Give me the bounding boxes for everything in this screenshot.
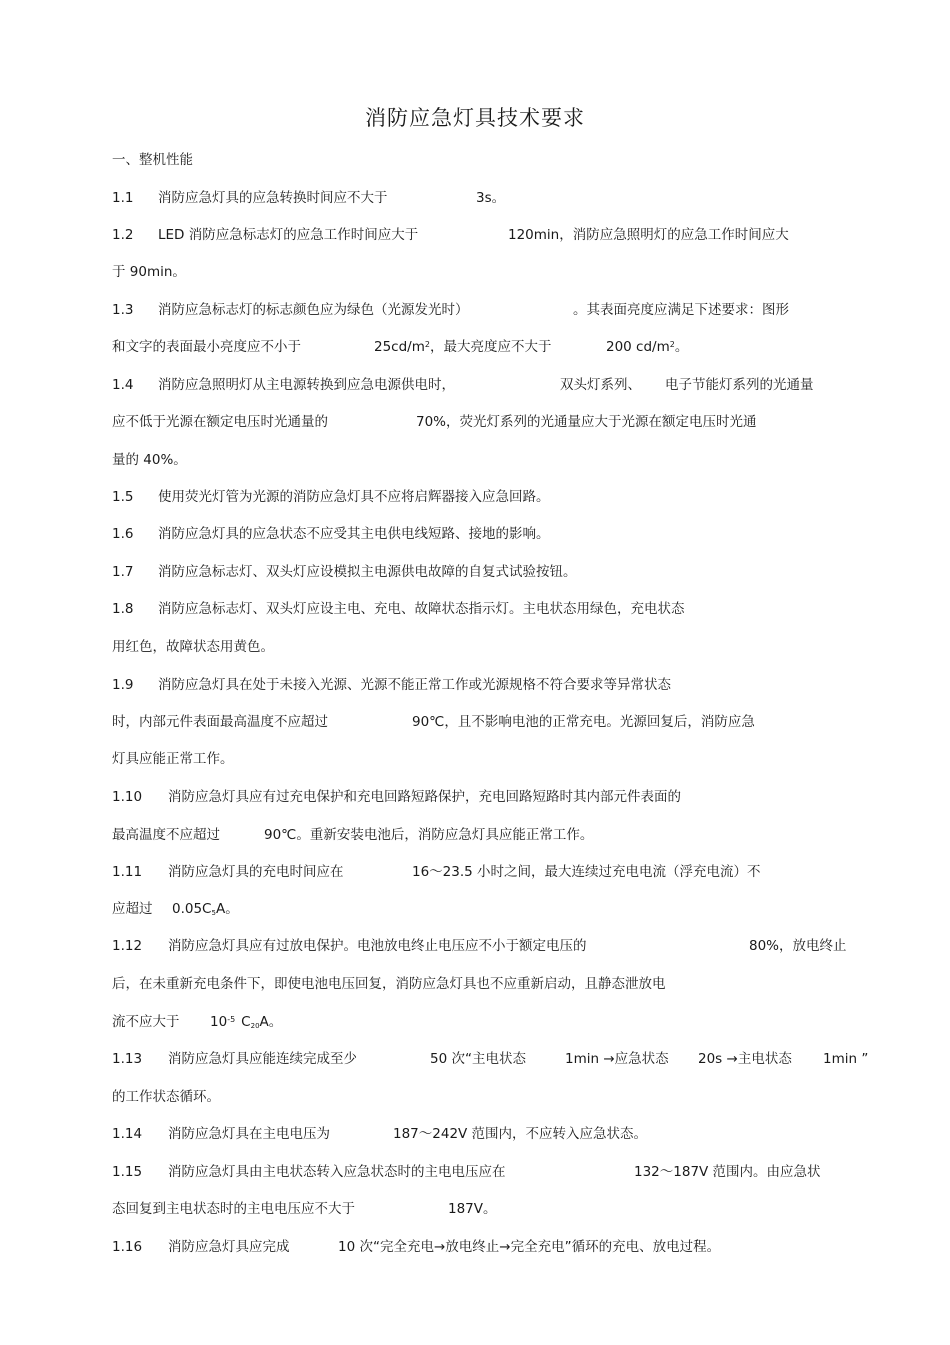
item-text: 50 次“主电状态 [430, 1051, 526, 1067]
item-text: 消防应急灯具应能连续完成至少 [168, 1051, 357, 1067]
item-number: 1.6 [112, 526, 134, 542]
item-number: 1.3 [112, 302, 134, 318]
item-text: 量的 40%。 [112, 452, 187, 468]
item-text: 90℃。重新安装电池后，消防应急灯具应能正常工作。 [264, 827, 594, 843]
item-text: 70%，荧光灯系列的光通量应大于光源在额定电压时光通 [416, 414, 757, 430]
item-text: 消防应急灯具在主电电压为 [168, 1126, 330, 1142]
item-number: 1.14 [112, 1126, 143, 1142]
item-number: 1.10 [112, 789, 143, 805]
item-text: 3s。 [476, 190, 506, 206]
item-text: 应超过 [112, 901, 153, 917]
item-text: 流不应大于 [112, 1014, 180, 1030]
item-number: 1.2 [112, 227, 134, 243]
item-text: 80%，放电终止 [749, 938, 847, 954]
item-text: $10^{-5}$ $C_{20}A$。 [210, 1014, 283, 1030]
item-text: 20s →主电状态 [698, 1051, 792, 1067]
item-text: 1min →应急状态 [565, 1051, 669, 1067]
subscript: 5 [211, 909, 216, 917]
superscript: 2 [424, 340, 430, 349]
superscript: 2 [669, 340, 675, 349]
item-number: 1.12 [112, 938, 143, 954]
item-text: 消防应急灯具在处于未接入光源、光源不能正常工作或光源规格不符合要求等异常状态 [158, 677, 671, 693]
item-number: 1.16 [112, 1239, 143, 1255]
item-text: 187～242V 范围内，不应转入应急状态。 [393, 1126, 648, 1142]
item-text: 消防应急标志灯的标志颜色应为绿色（光源发光时） [158, 302, 469, 318]
item-text: 200 $cd/m^2$。 [606, 339, 689, 355]
item-text: 。其表面亮度应满足下述要求：图形 [573, 302, 789, 318]
item-text: 132～187V 范围内。由应急状 [634, 1164, 821, 1180]
item-text: 电子节能灯系列的光通量 [665, 377, 814, 393]
item-text: 消防应急标志灯、双头灯应设模拟主电源供电故障的自复式试验按钮。 [158, 564, 577, 580]
subscript: 20 [250, 1022, 260, 1030]
item-text: 应不低于光源在额定电压时光通量的 [112, 414, 328, 430]
item-text: 消防应急灯具应完成 [168, 1239, 290, 1255]
item-text: 10 次“完全充电→放电终止→完全充电”循环的充电、放电过程。 [338, 1239, 721, 1255]
item-text: 的工作状态循环。 [112, 1089, 220, 1105]
item-number: 1.13 [112, 1051, 143, 1067]
item-text: LED 消防应急标志灯的应急工作时间应大于 [158, 227, 419, 243]
item-text: 16～23.5 小时之间，最大连续过充电电流（浮充电流）不 [412, 864, 761, 880]
item-text: 最高温度不应超过 [112, 827, 220, 843]
item-number: 1.15 [112, 1164, 143, 1180]
item-number: 1.1 [112, 190, 134, 206]
page-title: 消防应急灯具技术要求 [365, 106, 585, 130]
item-text: 双头灯系列、 [560, 377, 641, 393]
item-text: 消防应急灯具应有过放电保护。电池放电终止电压应不小于额定电压的 [168, 938, 587, 954]
item-text: $0.05C_5A$。 [172, 901, 239, 917]
item-text: 消防应急照明灯从主电源转换到应急电源供电时， [158, 377, 455, 393]
item-text: 使用荧光灯管为光源的消防应急灯具不应将启辉器接入应急回路。 [158, 489, 550, 505]
item-text: 时，内部元件表面最高温度不应超过 [112, 714, 328, 730]
item-text: 消防应急灯具由主电状态转入应急状态时的主电电压应在 [168, 1164, 506, 1180]
item-text: 90℃，且不影响电池的正常充电。光源回复后，消防应急 [412, 714, 755, 730]
item-text: 态回复到主电状态时的主电电压应不大于 [112, 1201, 355, 1217]
item-number: 1.4 [112, 377, 134, 393]
item-text: 消防应急灯具的应急转换时间应不大于 [158, 190, 388, 206]
item-number: 1.5 [112, 489, 134, 505]
item-text: 灯具应能正常工作。 [112, 751, 234, 767]
item-text: 消防应急标志灯、双头灯应设主电、充电、故障状态指示灯。主电状态用绿色，充电状态 [158, 601, 685, 617]
item-number: 1.7 [112, 564, 134, 580]
item-text: 于 90min。 [112, 264, 186, 280]
item-number: 1.11 [112, 864, 143, 880]
item-number: 1.8 [112, 601, 134, 617]
item-text: $25cd/m^2$，最大亮度应不大于 [374, 339, 552, 355]
item-text: 和文字的表面最小亮度应不小于 [112, 339, 301, 355]
item-text: 消防应急灯具应有过充电保护和充电回路短路保护，充电回路短路时其内部元件表面的 [168, 789, 681, 805]
item-number: 1.9 [112, 677, 134, 693]
item-text: 消防应急灯具的充电时间应在 [168, 864, 344, 880]
superscript: -5 [227, 1015, 236, 1024]
item-text: 消防应急灯具的应急状态不应受其主电供电线短路、接地的影响。 [158, 526, 550, 542]
item-text: 后，在未重新充电条件下，即使电池电压回复，消防应急灯具也不应重新启动，且静态泄放电 [112, 976, 666, 992]
item-text: 187V。 [448, 1201, 497, 1217]
item-text: 1min ” [823, 1051, 869, 1067]
item-text: 120min，消防应急照明灯的应急工作时间应大 [508, 227, 789, 243]
item-text: 用红色，故障状态用黄色。 [112, 639, 274, 655]
section-heading: 一、整机性能 [112, 152, 193, 168]
